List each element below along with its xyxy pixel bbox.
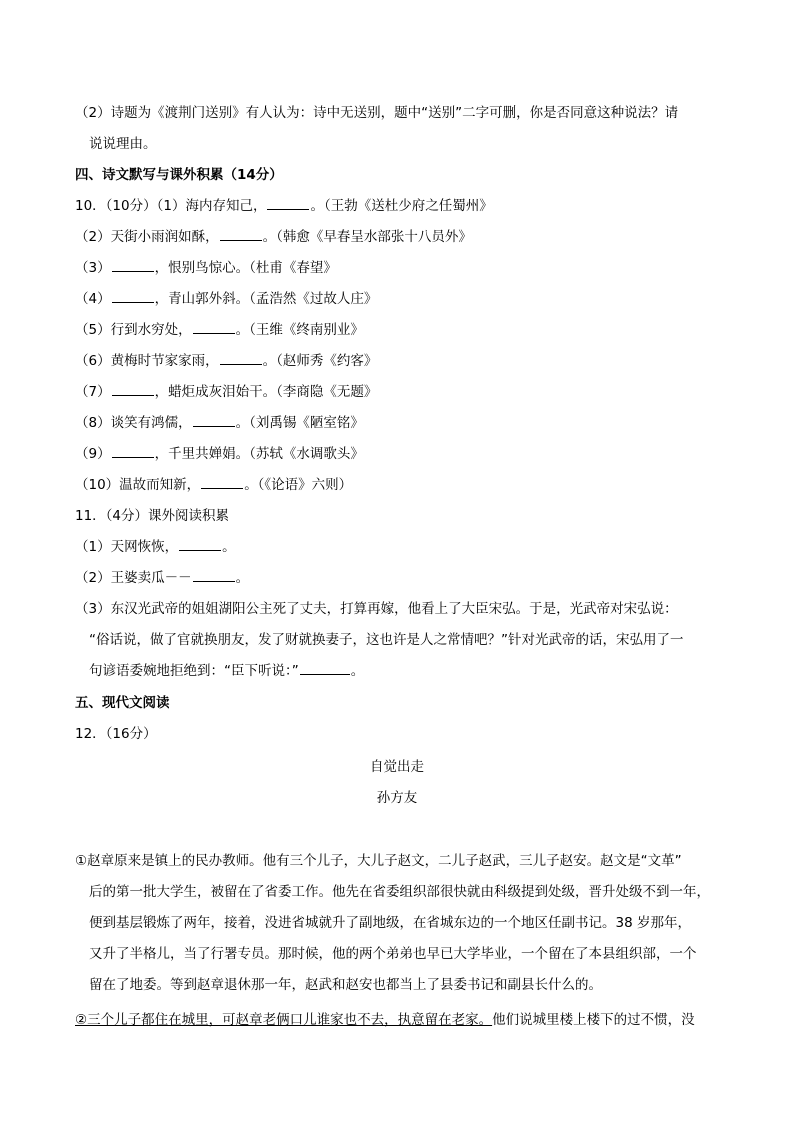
q11-heading: 11．（4分）课外阅读积累 (75, 508, 230, 524)
answer-blank[interactable] (179, 538, 221, 551)
q10-item-1: 10．（10分）（1）海内存知己， 。（王勃《送杜少府之任蜀州》 (75, 198, 493, 214)
answer-blank[interactable] (220, 228, 262, 241)
q11-item-3-line2: “俗话说，做了官就换朋友，发了财就换妻子，这也许是人之常情吧？”针对光武帝的话，宋弘用了一 (89, 632, 684, 648)
answer-blank[interactable] (220, 352, 262, 365)
answer-blank[interactable] (300, 662, 350, 675)
para1-line5: 留在了地委。等到赵章退休那一年，赵武和赵安也都当上了县委书记和副县长什么的。 (89, 977, 602, 993)
answer-blank[interactable] (112, 445, 154, 458)
answer-blank[interactable] (112, 383, 154, 396)
para1-line2: 后的第一批大学生，被留在了省委工作。他先在省委组织部很快就由科级提到处级，晋升处级不到一年， (89, 884, 710, 900)
q10-item-7: （7） ，蜡炬成灰泪始干。（李商隐《无题》 (75, 384, 378, 400)
para1-line1: ①赵章原来是镇上的民办教师。他有三个儿子，大儿子赵文，二儿子赵武，三儿子赵安。赵文是“文革” (75, 853, 682, 869)
article-author: 孙方友 (376, 790, 418, 806)
q10-item-5: （5）行到水穷处， 。（王维《终南别业》 (75, 322, 364, 338)
article-title: 自觉出走 (370, 759, 424, 775)
para2-line1: ②三个儿子都住在城里，可赵章老俩口儿谁家也不去，执意留在老家。他们说城里楼上楼下的过不惯，没 (75, 1012, 695, 1028)
section5-heading: 五、现代文阅读 (75, 695, 170, 711)
answer-blank[interactable] (112, 290, 154, 303)
q10-item-2: （2）天街小雨润如酥， 。（韩愈《早春呈水部张十八员外》 (75, 229, 472, 245)
q11-item-2: （2）王婆卖瓜－－ 。 (75, 570, 250, 586)
answer-blank[interactable] (267, 197, 309, 210)
para1-line4: 又升了半格儿，当了行署专员。那时候，他的两个弟弟也早已大学毕业，一个留在了本县组织部，一个 (89, 946, 697, 962)
q12-label: 12．（16分） (75, 726, 157, 742)
q11-item-3-line3: 句谚语委婉地拒绝到：“臣下听说：” 。 (89, 663, 365, 679)
q9-part2-line1: （2）诗题为《渡荆门送别》有人认为：诗中无送别，题中“送别”二字可删，你是否同意这种说法？请 (75, 105, 679, 121)
q11-item-1: （1）天网恢恢， 。 (75, 539, 236, 555)
q10-item-4: （4） ，青山郭外斜。（孟浩然《过故人庄》 (75, 291, 378, 307)
answer-blank[interactable] (112, 259, 154, 272)
underlined-sentence: ②三个儿子都住在城里，可赵章老俩口儿谁家也不去，执意留在老家。 (75, 1012, 493, 1028)
q10-item-6: （6）黄梅时节家家雨， 。（赵师秀《约客》 (75, 353, 378, 369)
q9-part2-line2: 说说理由。 (89, 136, 157, 152)
q10-item-3: （3） ，恨别鸟惊心。（杜甫《春望》 (75, 260, 337, 276)
q10-item-8: （8）谈笑有鸿儒， 。（刘禹锡《陋室铭》 (75, 415, 364, 431)
answer-blank[interactable] (193, 321, 235, 334)
answer-blank[interactable] (193, 569, 235, 582)
section4-heading: 四、诗文默写与课外积累（14分） (75, 167, 283, 183)
answer-blank[interactable] (193, 414, 235, 427)
answer-blank[interactable] (201, 476, 243, 489)
q11-item-3-line1: （3）东汉光武帝的姐姐湖阳公主死了丈夫，打算再嫁，他看上了大臣宋弘。于是，光武帝对宋弘说： (75, 601, 678, 617)
q10-item-9: （9） ，千里共婵娟。（苏轼《水调歌头》 (75, 446, 364, 462)
para1-line3: 便到基层锻炼了两年，接着，没进省城就升了副地级，在省城东边的一个地区任副书记。38 岁那年， (89, 915, 691, 931)
q10-item-10: （10）温故而知新， 。（《论语》六则） (75, 477, 353, 493)
